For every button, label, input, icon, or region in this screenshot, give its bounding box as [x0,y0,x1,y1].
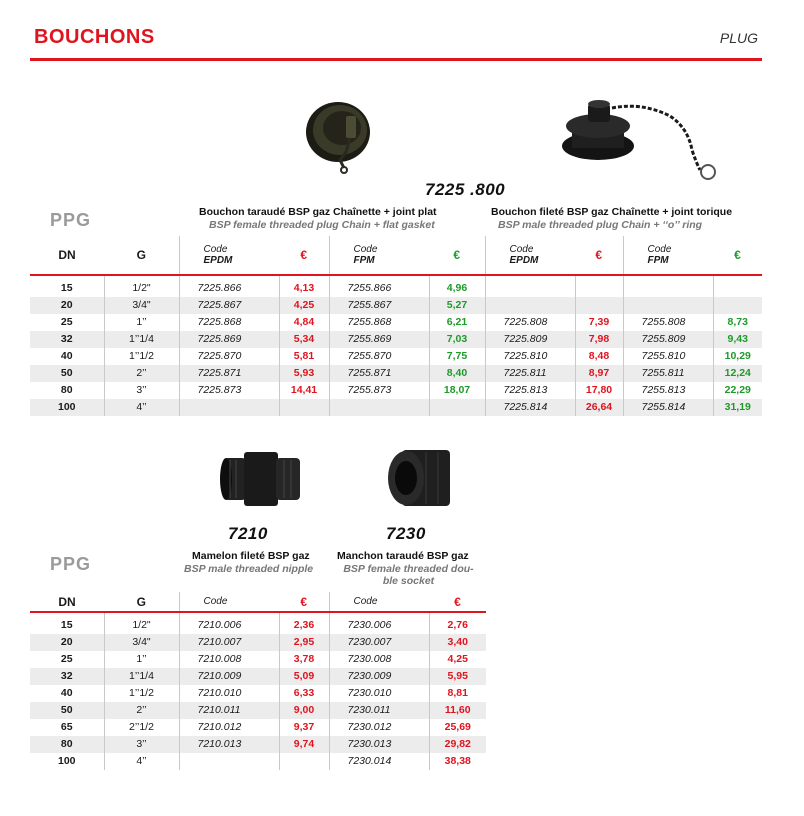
cell-code: 7255.808 [623,314,713,331]
cell-thread-size: 3/4" [104,634,179,651]
table-row [30,297,762,314]
cell-thread-size: 1’’1/4 [104,331,179,348]
code-label: Code [353,244,378,255]
material-label: EPDM [509,255,539,266]
euro-symbol: € [595,248,603,262]
cell-price: 7,39 [575,314,623,331]
euro-symbol: € [454,594,461,609]
cell-price: 5,27 [429,297,485,314]
product-reference: 7230 [386,524,426,543]
page-subtitle: PLUG [719,30,758,46]
cell-code: 7225.868 [179,314,279,331]
table-row [30,668,486,685]
cell-code: 7230.014 [329,753,429,770]
product-caption-en: BSP male threaded plug Chain + ‘‘o’’ ring [498,219,703,231]
code-label: Code [353,596,378,607]
column-header-code-fpm [329,236,429,275]
cell-price: 8,73 [727,316,748,328]
cell-price: 5,93 [279,365,329,382]
cell-price: 4,25 [279,297,329,314]
cell-price: 6,21 [429,314,485,331]
cell-thread-size: 2’’1/2 [104,719,179,736]
cell-code: 7225.808 [485,314,575,331]
cell-price: 8,48 [575,348,623,365]
price-table-fittings [30,592,486,770]
cell-code: 7255.871 [329,365,429,382]
cell-price: 8,81 [447,687,468,699]
table-row [30,331,762,348]
table-row [30,702,486,719]
cell-dn: 50 [30,365,104,382]
product-caption-fr: Bouchon fileté BSP gaz Chaînette + joint torique [491,206,733,218]
material-label: FPM [353,255,375,266]
cell-price [575,280,623,297]
column-header-price [575,236,623,275]
cell-price [575,297,623,314]
column-header-dn: DN [30,592,104,612]
table-row [30,753,486,770]
column-header-g: G [104,592,179,612]
cell-thread-size: 3’’ [104,736,179,753]
cell-dn: 80 [30,382,104,399]
table-row [30,617,486,634]
cell-code: 7255.867 [329,297,429,314]
cell-dn: 40 [30,685,104,702]
cell-thread-size: 1’’1/2 [104,685,179,702]
cell-dn: 100 [30,399,104,416]
cell-code: 7230.009 [329,668,429,685]
cell-price [713,297,762,314]
cell-code: 7225.871 [179,365,279,382]
cell-price: 8,40 [429,365,485,382]
cell-code: 7255.814 [623,399,713,416]
column-header-code-fpm [623,236,713,275]
cell-thread-size: 4’’ [104,399,179,416]
cell-price: 5,09 [279,668,329,685]
column-header-dn: DN [30,236,104,275]
cell-thread-size: 4’’ [104,753,179,770]
cell-price: 26,64 [575,399,623,416]
cell-code: 7255.811 [623,365,713,382]
cell-code: 7230.010 [329,685,429,702]
cell-code: 7255.809 [623,331,713,348]
cell-price: 12,24 [713,365,762,382]
cell-thread-size: 1’’1/2 [104,348,179,365]
cell-dn: 15 [30,617,104,634]
table-row [30,685,486,702]
cell-code [485,280,575,297]
cell-code [623,280,713,297]
cell-code [179,399,279,416]
material-label: EPDM [203,255,233,266]
cell-code: 7255.870 [329,348,429,365]
cell-code: 7230.013 [329,736,429,753]
cell-code: 7255.873 [329,382,429,399]
cell-price: 18,07 [429,382,485,399]
column-header-price [713,236,762,275]
cell-thread-size: 2’’ [104,702,179,719]
product-caption-fr: Bouchon taraudé BSP gaz Chaînette + joint plat [199,206,437,218]
cell-thread-size: 1’’1/4 [104,668,179,685]
cell-price [429,399,485,416]
male-threaded-plug-photo [550,96,720,184]
table-row [30,634,486,651]
cell-price: 3,40 [429,634,486,651]
cell-code: 7225.814 [485,399,575,416]
cell-dn: 80 [30,736,104,753]
cell-price: 4,13 [279,280,329,297]
cell-code: 7230.006 [329,617,429,634]
cell-code: 7225.870 [179,348,279,365]
product-caption-fr: Mamelon fileté BSP gaz [192,550,310,562]
cell-code: 7210.013 [179,736,279,753]
cell-code: 7255.869 [329,331,429,348]
cell-dn: 32 [30,668,104,685]
cell-code: 7230.011 [329,702,429,719]
column-header-code-epdm [179,236,279,275]
cell-thread-size: 1’’ [104,651,179,668]
cell-price: 31,19 [713,399,762,416]
cell-thread-size: 3/4" [104,297,179,314]
cell-price: 2,95 [279,634,329,651]
cell-code [485,297,575,314]
column-header-code [179,592,279,612]
column-header-code [329,592,429,612]
code-label: Code [647,244,672,255]
cell-price: 7,03 [429,331,485,348]
column-header-price [279,592,329,612]
cell-code: 7255.868 [329,314,429,331]
cell-price [279,399,329,416]
column-header-g: G [104,236,179,275]
cell-code: 7225.809 [485,331,575,348]
cell-code [179,753,279,770]
code-label: Code [203,244,228,255]
cell-dn: 100 [30,753,104,770]
cell-price: 8,97 [575,365,623,382]
product-caption-en: BSP male threaded nipple [184,563,314,575]
euro-symbol: € [300,594,308,609]
cell-code: 7255.866 [329,280,429,297]
cell-price: 4,25 [447,653,468,665]
cell-price: 17,80 [575,382,623,399]
cell-price: 4,84 [279,314,329,331]
cell-price: 6,33 [279,685,329,702]
cell-price: 2,36 [279,617,329,634]
table-row [30,736,486,753]
product-reference: 7225 .800 [425,180,506,199]
brand-label: PPG [50,554,92,574]
table-row [30,382,762,399]
cell-code: 7210.011 [179,702,279,719]
cell-dn: 25 [30,651,104,668]
cell-code: 7210.012 [179,719,279,736]
cell-code: 7225.866 [179,280,279,297]
price-table-plugs [30,236,762,416]
product-caption-fr: Manchon taraudé BSP gaz [337,550,469,562]
cell-price: 14,41 [279,382,329,399]
cell-code: 7225.873 [179,382,279,399]
cell-code: 7230.012 [329,719,429,736]
cell-code: 7230.008 [329,651,429,668]
cell-code: 7210.009 [179,668,279,685]
cell-thread-size: 1/2" [104,617,179,634]
material-label: FPM [647,255,669,266]
cell-dn: 32 [30,331,104,348]
cell-code [623,297,713,314]
cell-code: 7210.010 [179,685,279,702]
column-header-price [429,236,485,275]
product-caption-en: BSP female threaded dou-ble socket [343,563,474,587]
cell-code: 7225.869 [179,331,279,348]
cell-code [329,399,429,416]
cell-dn: 25 [30,314,104,331]
cell-price: 25,69 [444,721,471,733]
title-divider [30,58,762,61]
threaded-nipple-photo [216,446,308,512]
cell-code: 7225.810 [485,348,575,365]
cell-code: 7230.007 [329,634,429,651]
column-header-code-epdm [485,236,575,275]
cell-price: 29,82 [429,736,486,753]
cell-price: 9,37 [279,719,329,736]
cell-dn: 40 [30,348,104,365]
brand-label: PPG [50,210,92,230]
cell-price: 11,60 [429,702,486,719]
code-label: Code [509,244,534,255]
cell-code: 7225.811 [485,365,575,382]
cell-price: 5,95 [429,668,486,685]
cell-price: 22,29 [724,384,751,396]
table-row [30,280,762,297]
cell-code: 7225.813 [485,382,575,399]
cell-code: 7210.006 [179,617,279,634]
cell-price: 4,96 [429,280,485,297]
euro-symbol: € [734,248,741,262]
cell-price: 9,74 [279,736,329,753]
cell-price: 5,81 [279,348,329,365]
cell-price [713,280,762,297]
cell-thread-size: 2’’ [104,365,179,382]
product-caption-en: BSP female threaded plug Chain + flat gasket [209,219,435,231]
cell-price: 3,78 [279,651,329,668]
table-row [30,399,762,416]
cell-price: 38,38 [444,755,471,767]
cell-price: 9,43 [713,331,762,348]
cell-thread-size: 3’’ [104,382,179,399]
cell-price: 7,75 [429,348,485,365]
cell-code: 7255.810 [623,348,713,365]
cell-price [279,753,329,770]
cell-code: 7255.813 [623,382,713,399]
cell-price: 10,29 [724,350,751,362]
cell-dn: 50 [30,702,104,719]
cell-dn: 20 [30,297,104,314]
column-header-price [429,592,486,612]
table-row [30,314,762,331]
table-row [30,348,762,365]
cell-thread-size: 1’’ [104,314,179,331]
cell-dn: 65 [30,719,104,736]
cell-dn: 20 [30,634,104,651]
page-title: BOUCHONS [34,26,155,48]
cell-price: 9,00 [279,702,329,719]
cell-code: 7225.867 [179,297,279,314]
product-reference: 7210 [228,524,268,543]
column-header-price [279,236,329,275]
cell-price: 2,76 [447,619,468,631]
euro-symbol: € [300,248,308,262]
cell-price: 7,98 [575,331,623,348]
female-threaded-plug-photo [300,94,374,180]
code-label: Code [203,596,228,607]
cell-price: 5,34 [279,331,329,348]
double-socket-photo [384,444,458,512]
cell-thread-size: 1/2" [104,280,179,297]
cell-dn: 15 [30,280,104,297]
table-row [30,365,762,382]
cell-code: 7210.007 [179,634,279,651]
table-row [30,719,486,736]
cell-code: 7210.008 [179,651,279,668]
euro-symbol: € [453,248,461,262]
table-row [30,651,486,668]
